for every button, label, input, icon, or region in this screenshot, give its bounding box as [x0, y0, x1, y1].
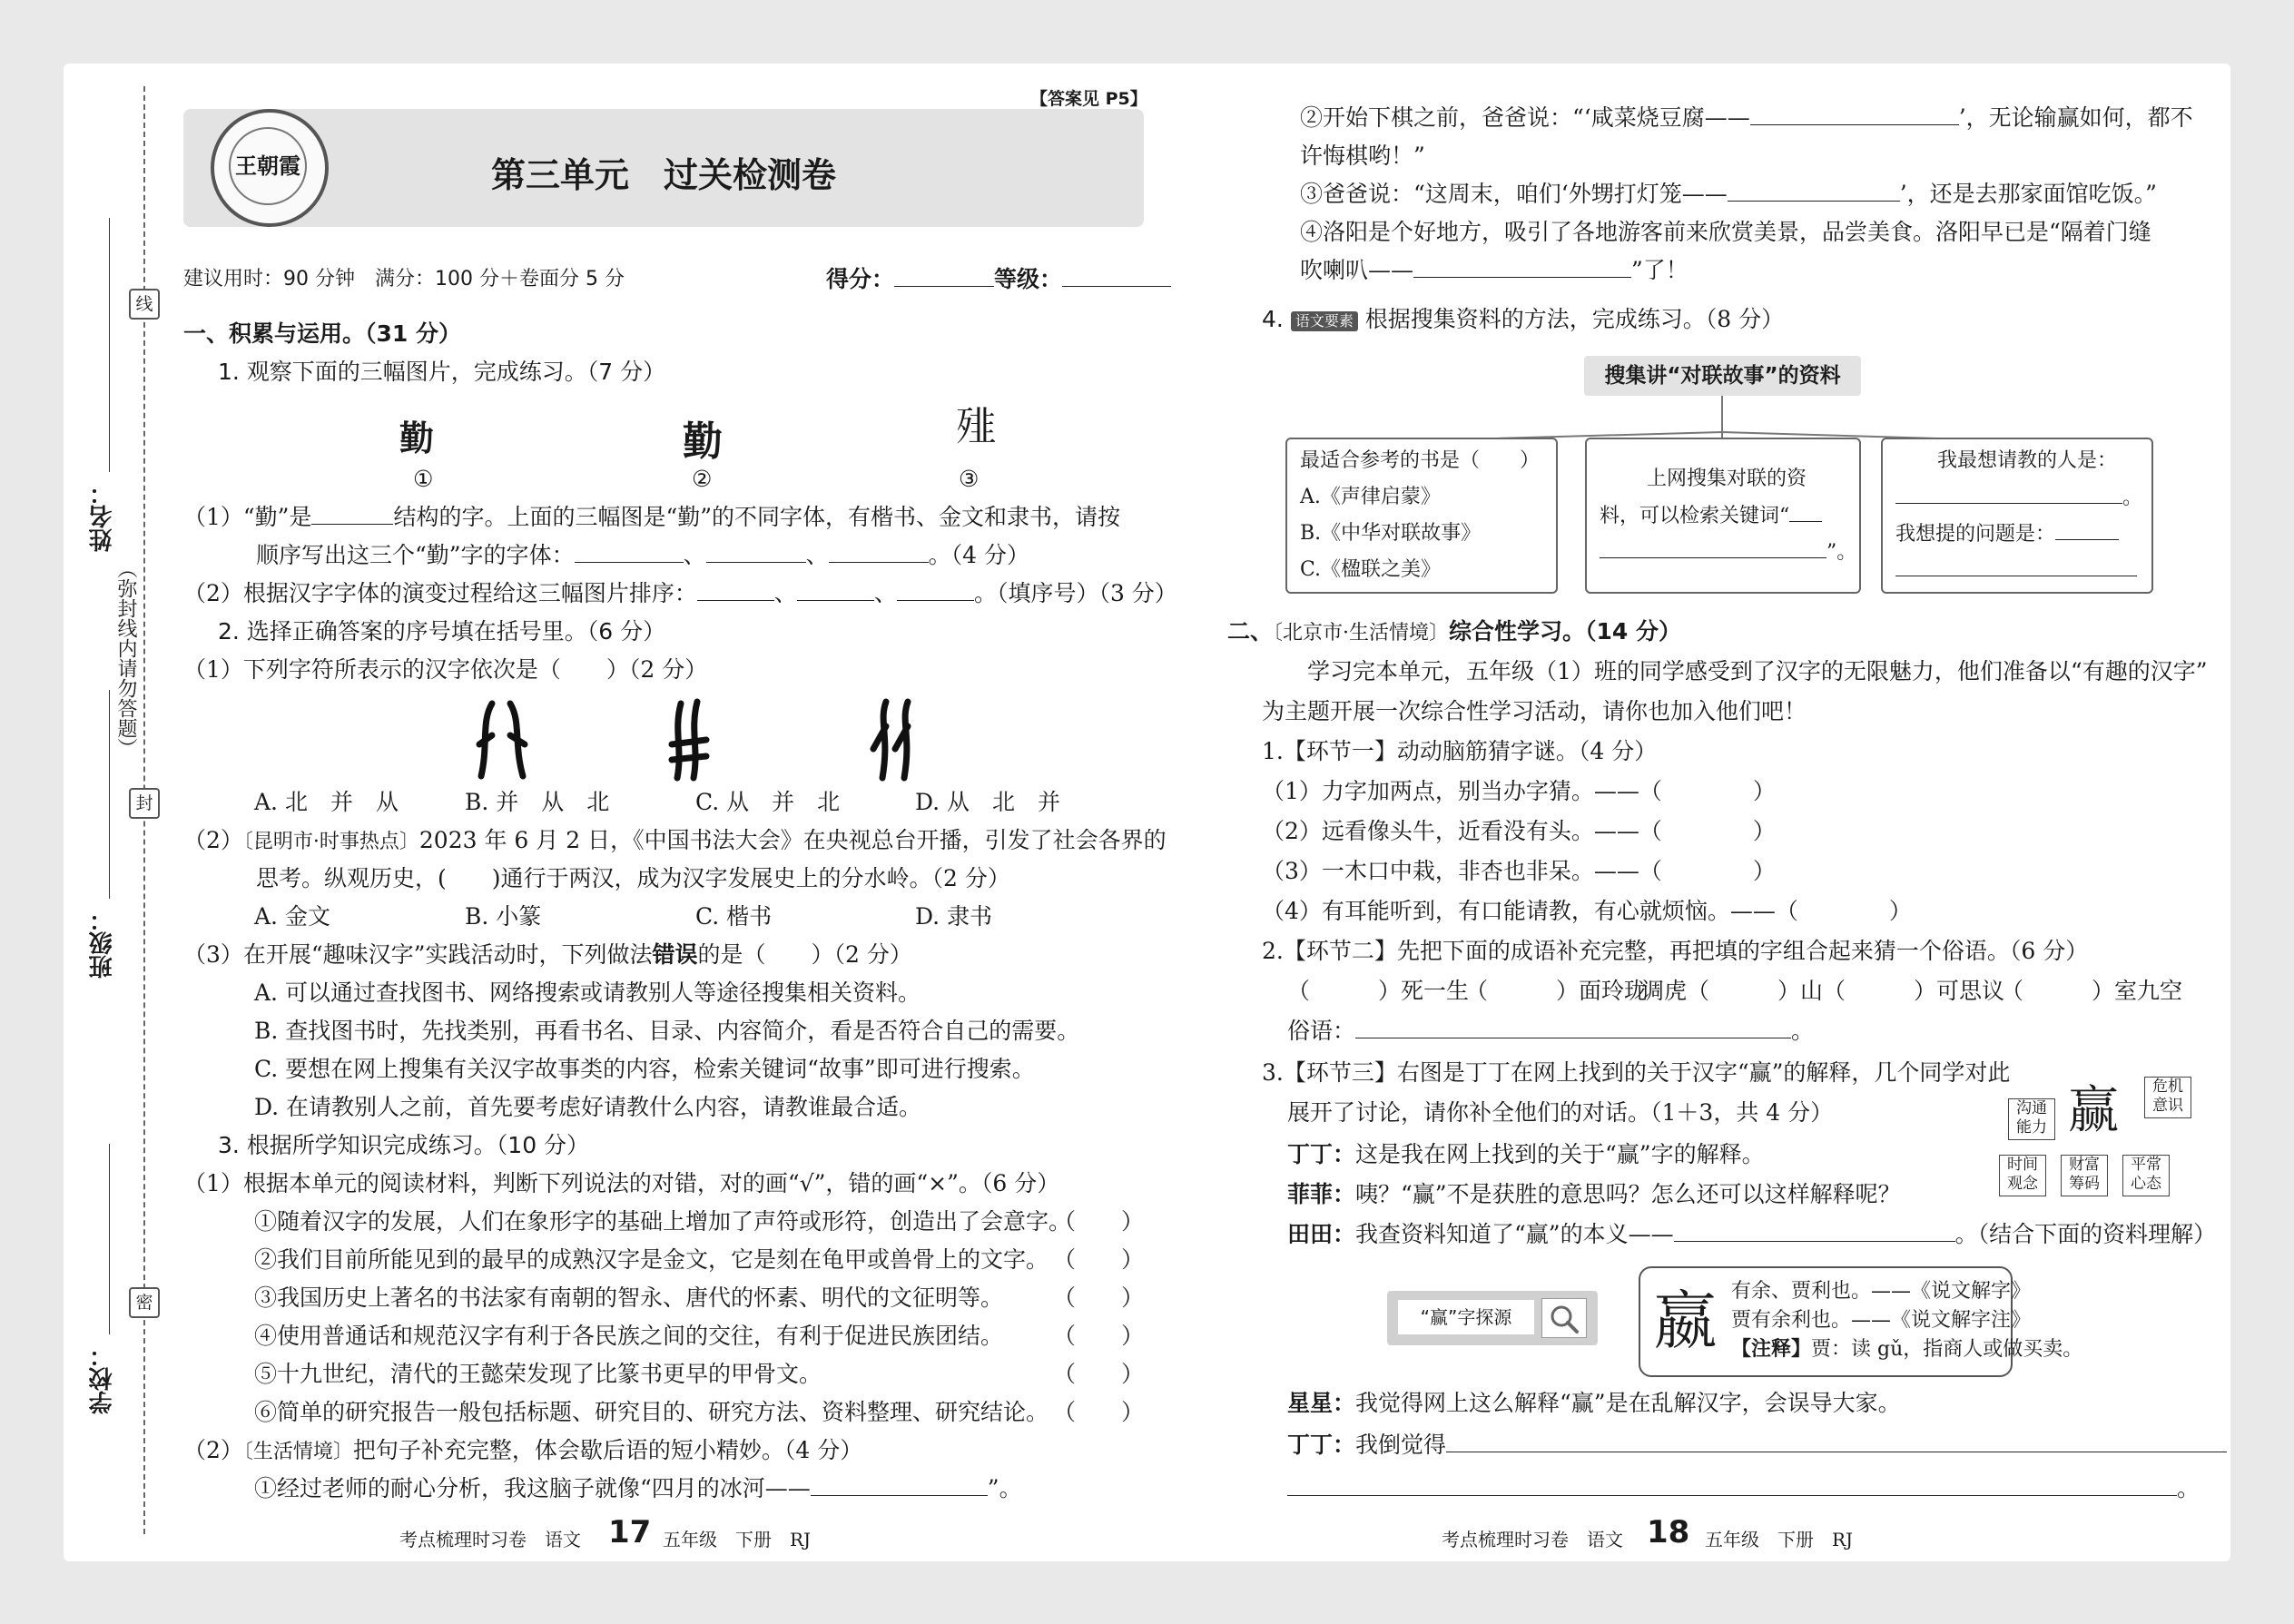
sec2-tag: 〔北京市·生活情境〕	[1273, 622, 1450, 645]
q4-tag: 语文要素	[1291, 311, 1358, 331]
logo-text: 王朝霞	[229, 127, 307, 205]
dialog-xingxing: 星星：我觉得网上这么解释“赢”是在乱解汉字，会误导大家。	[1287, 1390, 1901, 1416]
name-field[interactable]	[109, 218, 110, 472]
q2-2-tag: 〔昆明市·时事热点〕	[242, 831, 419, 853]
xiehouyu-3: ③爸爸说：“这周末，咱们‘外甥打灯笼—— ’，还是去那家面馆吃饭。”	[1300, 181, 2157, 207]
order-blank-1[interactable]	[697, 580, 774, 601]
q3-2: （2）〔生活情境〕把句子补充完整，体会歇后语的短小精妙。（4 分）	[183, 1437, 863, 1463]
school-field[interactable]	[109, 1144, 110, 1334]
q2-3-option-c[interactable]: C. 要想在网上搜集有关汉字故事类的内容，检索关键词“故事”即可进行搜索。	[254, 1056, 1035, 1082]
name-label: 姓名：	[89, 481, 116, 552]
source-quote-1: 有余、贾利也。——《说文解字》	[1731, 1280, 2032, 1303]
idiom-3[interactable]: 调虎（ ）山	[1641, 978, 1824, 1004]
judge-item-5: ⑤十九世纪，清代的王懿荣发现了比篆书更早的甲骨文。	[254, 1361, 822, 1387]
mindmap-title: 搜集讲“对联故事”的资料	[1584, 356, 1861, 396]
opinion-blank-2[interactable]	[1287, 1475, 2177, 1496]
glyph-num-3: ③	[959, 466, 980, 492]
q2-2-option-c[interactable]: C. 楷书	[695, 903, 773, 930]
q2-2-option-b[interactable]: B. 小篆	[465, 903, 542, 930]
seal-feng: 封	[129, 788, 160, 819]
dialog-tiantian: 田田：我查资料知道了“赢”的本义—— 。（结合下面的资料理解）	[1287, 1221, 2217, 1247]
order-blank-2[interactable]	[797, 580, 874, 601]
ying-diagram	[2008, 1071, 2186, 1198]
search-button[interactable]	[1541, 1298, 1587, 1338]
seal-xian: 线	[129, 289, 160, 320]
xiehouyu-2: ②开始下棋之前，爸爸说：“‘咸菜烧豆腐—— ’，无论输赢如何，都不	[1300, 104, 2193, 131]
q1-1-blank[interactable]	[311, 504, 393, 525]
riddle-1[interactable]: （1）力字加两点，别当办字猜。——（ ）	[1262, 778, 1776, 804]
book-option-c[interactable]: C.《楹联之美》	[1300, 558, 1442, 581]
page-title: 第三单元 过关检测卷	[490, 155, 836, 195]
exam-meta: 建议用时：90 分钟 满分：100 分＋卷面分 5 分	[183, 268, 625, 290]
part2-prompt: 2.【环节二】先把下面的成语补充完整，再把填的字组合起来猜一个俗语。（6 分）	[1262, 938, 2089, 964]
xiehouyu-4: ④洛阳是个好地方，吸引了各地游客前来欣赏美景，品尝美食。洛阳早已是“隔着门缝	[1300, 219, 2151, 245]
ancient-glyphs	[472, 694, 944, 785]
dialog-feifei: 菲菲：咦？“赢”不是获胜的意思吗？怎么还可以这样解释呢？	[1287, 1181, 1901, 1207]
resource-box-ask	[1881, 438, 2153, 594]
q2-2-line2: 思考。纵观历史，( )通行于两汉，成为汉字发展史上的分水岭。（2 分）	[256, 865, 1010, 891]
resource-box-online	[1585, 438, 1861, 594]
ying-label-wealth: 财富筹码	[2061, 1155, 2108, 1196]
idiom-5[interactable]: （ ）室九空	[2001, 978, 2183, 1004]
intro-line2: 为主题开展一次综合性学习活动，请你也加入他们吧！	[1262, 698, 1807, 724]
idiom-2[interactable]: （ ）面玲珑	[1465, 978, 1648, 1004]
box3-line2: 。	[1895, 483, 2142, 513]
order-blank-3[interactable]	[897, 580, 974, 601]
glyph-num-1: ①	[413, 466, 434, 492]
glyph-cong	[873, 702, 908, 778]
judge-paren-1[interactable]: （ ）	[1053, 1208, 1145, 1235]
intro-line1: 学习完本单元，五年级（1）班的同学感受到了汉字的无限魅力，他们准备以“有趣的汉字”	[1307, 658, 2208, 684]
q1-prompt: 1. 观察下面的三幅图片，完成练习。（7 分）	[218, 359, 666, 385]
judge-item-3: ③我国历史上著名的书法家有南朝的智永、唐代的怀素、明代的文征明等。	[254, 1284, 1004, 1311]
glyph-lishu: 勤	[683, 418, 723, 465]
xiehouyu-blank-4[interactable]	[1413, 257, 1631, 278]
footer-left-grade: 五年级 下册 RJ	[663, 1529, 812, 1550]
score-field[interactable]	[826, 265, 994, 294]
xiehouyu-blank-3[interactable]	[1728, 181, 1900, 202]
q3-2-1: ①经过老师的耐心分析，我这脑子就像“四月的冰河—— ”。	[254, 1475, 1022, 1501]
question-blank[interactable]	[2055, 519, 2119, 540]
box2-line3: ”。	[1600, 537, 1856, 567]
box1-title: 最适合参考的书是（ ）	[1300, 449, 1541, 472]
class-label: 班级：	[89, 908, 116, 979]
q1-2: （2）根据汉字字体的演变过程给这三幅图片排序： 、 、 。（填序号）（3 分）	[183, 580, 1177, 606]
idiom-4[interactable]: （ ）可思议	[1823, 978, 2005, 1004]
judge-paren-5[interactable]: （ ）	[1053, 1361, 1145, 1387]
riddle-4[interactable]: （4）有耳能听到，有口能请教，有心就烦恼。——（ ）	[1262, 898, 1912, 924]
part1-prompt: 1.【环节一】动动脑筋猜字谜。（4 分）	[1262, 738, 1658, 764]
resource-box-books	[1285, 438, 1558, 594]
footer-right-grade: 五年级 下册 RJ	[1705, 1529, 1854, 1550]
glyph-bei	[479, 704, 525, 776]
judge-item-6: ⑥简单的研究报告一般包括标题、研究目的、研究方法、资料整理、研究结论。	[254, 1399, 1049, 1425]
font-blank-3[interactable]	[829, 542, 929, 563]
part3-prompt-2: 展开了讨论，请你补全他们的对话。（1＋3，共 4 分）	[1287, 1099, 1834, 1126]
suyu-blank[interactable]	[1355, 1018, 1791, 1038]
q2-2-option-a[interactable]: A. 金文	[254, 903, 330, 930]
q2-3-option-b[interactable]: B. 查找图书时，先找类别，再看书名、目录、内容简介，看是否符合自己的需要。	[254, 1018, 1080, 1044]
footer-left-text: 考点梳理时习卷 语文	[399, 1529, 581, 1550]
box3-line1: 我最想请教的人是：	[1937, 449, 2118, 472]
q2-2-option-d[interactable]: D. 隶书	[915, 903, 993, 930]
riddle-2[interactable]: （2）远看像头牛，近看没有头。——（ ）	[1262, 818, 1776, 844]
ying-label-communication: 沟通能力	[2008, 1098, 2055, 1140]
search-icon	[1542, 1299, 1586, 1337]
search-query[interactable]: “赢”字探源	[1398, 1300, 1534, 1334]
q2-1-option-b[interactable]: B. 并 从 北	[465, 789, 610, 815]
score-label: 得分：	[826, 266, 895, 292]
glyph-bing	[672, 702, 706, 778]
ask-person-blank[interactable]	[1895, 483, 2122, 504]
q3-2-tag: 〔生活情境〕	[242, 1441, 353, 1463]
page-number-right: 18	[1647, 1514, 1690, 1550]
footer-right-text: 考点梳理时习卷 语文	[1442, 1529, 1623, 1550]
answer-reference: 【答案见 P5】	[1030, 89, 1147, 109]
xiehouyu-blank-2[interactable]	[1750, 104, 1959, 125]
glyph-jinwen: 𩐁	[955, 402, 997, 451]
xiehouyu-2-line2: 许悔棋哟！”	[1300, 143, 1425, 169]
ying-label-crisis: 危机意识	[2144, 1077, 2191, 1118]
judge-item-1: ①随着汉字的发展，人们在象形字的基础上增加了声符或形符，创造出了会意字。	[254, 1208, 1072, 1235]
seal-mi: 密	[129, 1287, 160, 1318]
judge-item-4: ④使用普通话和规范汉字有利于各民族之间的交往，有利于促进民族团结。	[254, 1323, 1004, 1349]
glyph-kaishu: 勤	[399, 418, 435, 458]
xiehouyu-4-line2: 吹喇叭—— ”了！	[1300, 257, 1689, 283]
q2-1: （1）下列字符所表示的汉字依次是（ ）（2 分）	[183, 656, 708, 683]
font-blank-2[interactable]	[706, 542, 806, 563]
opinion-line-2: 。	[1287, 1474, 2200, 1503]
judge-paren-4[interactable]: （ ）	[1053, 1323, 1145, 1349]
source-quote-2: 贾有余利也。——《说文解字注》	[1731, 1309, 2032, 1332]
seal-script-ying: 嬴	[1653, 1284, 1717, 1358]
q2-1-option-a[interactable]: A. 北 并 从	[254, 789, 399, 815]
dialog-dingding-2: 丁丁：我倒觉得	[1287, 1431, 2227, 1460]
q2-1-option-c[interactable]: C. 从 并 北	[695, 789, 841, 815]
box2-line1: 上网搜集对联的资	[1647, 468, 1807, 490]
glyph-num-2: ②	[692, 466, 713, 492]
q2-prompt: 2. 选择正确答案的序号填在括号里。（6 分）	[218, 618, 666, 645]
xiehouyu-blank-1[interactable]	[811, 1475, 988, 1496]
font-blank-1[interactable]	[575, 542, 684, 563]
q1-1-line1: （1）“勤”是 结构的字。上面的三幅图是“勤”的不同字体，有楷书、金文和隶书，请按	[183, 504, 1121, 530]
source-card	[1639, 1266, 2083, 1377]
ying-label-time: 时间观念	[1999, 1155, 2046, 1196]
section-2-title: 二、〔北京市·生活情境〕综合性学习。（14 分）	[1227, 618, 1682, 645]
box3-line3: 我想提的问题是：	[1895, 519, 2119, 549]
judge-paren-3[interactable]: （ ）	[1053, 1284, 1145, 1311]
judge-paren-2[interactable]: （ ）	[1053, 1246, 1145, 1273]
q2-2-line1: （2）〔昆明市·时事热点〕2023 年 6 月 2 日，《中国书法大会》在央视总台开播，引发了社会各界的	[183, 827, 1167, 853]
source-note: 【注释】贾：读 gǔ，指商人或做买卖。	[1731, 1338, 2083, 1361]
keyword-blank[interactable]	[1600, 537, 1826, 558]
riddle-3[interactable]: （3）一木口中栽，非杏也非呆。——（ ）	[1262, 858, 1776, 884]
ying-label-mind: 平常心态	[2122, 1155, 2170, 1196]
q2-3-option-a[interactable]: A. 可以通过查找图书、网络搜索或请教别人等途径搜集相关资料。	[254, 979, 921, 1006]
q3-prompt: 3. 根据所学知识完成练习。（10 分）	[218, 1132, 590, 1158]
judge-item-2: ②我们目前所能见到的最早的成熟汉字是金文，它是刻在龟甲或兽骨上的文字。	[254, 1246, 1049, 1273]
search-box[interactable]	[1387, 1291, 1598, 1345]
idiom-1[interactable]: （ ）死一生	[1287, 978, 1470, 1004]
ying-meaning-blank[interactable]	[1674, 1221, 1955, 1242]
q1-1-line2: 顺序写出这三个“勤”字的字体： 、 、 。（4 分）	[256, 542, 1029, 568]
suyu-line: 俗语： 。	[1287, 1018, 1815, 1044]
section-1-title: 一、积累与运用。（31 分）	[183, 320, 461, 347]
q3-1: （1）根据本单元的阅读材料，判断下列说法的对错，对的画“√”，错的画“×”。（6 分）	[183, 1170, 1060, 1196]
dialog-dingding-1: 丁丁：这是我在网上找到的关于“赢”字的解释。	[1287, 1141, 1765, 1167]
q4-prompt: 4. 语文要素 根据搜集资料的方法，完成练习。（8 分）	[1262, 306, 1785, 332]
q2-3: （3）在开展“趣味汉字”实践活动时，下列做法错误的是（ ）（2 分）	[183, 941, 912, 968]
book-option-b[interactable]: B.《中华对联故事》	[1300, 522, 1482, 545]
page-number-left: 17	[608, 1514, 652, 1550]
grade-label: 等级：	[994, 266, 1063, 292]
q2-3-option-d[interactable]: D. 在请教别人之前，首先要考虑好请教什么内容，请教谁最合适。	[254, 1094, 922, 1120]
box2-line2: 料，可以检索关键词“	[1600, 501, 1822, 531]
school-label: 学校：	[89, 1343, 116, 1414]
part3-prompt-1: 3.【环节三】右图是丁丁在网上找到的关于汉字“赢”的解释，几个同学对此	[1262, 1059, 2011, 1086]
class-field[interactable]	[109, 690, 110, 899]
judge-paren-6[interactable]: （ ）	[1053, 1399, 1145, 1425]
q2-1-option-d[interactable]: D. 从 北 并	[915, 789, 1061, 815]
ying-character: 赢	[2068, 1081, 2119, 1140]
binding-note: （弥封线内请勿答题）	[114, 558, 137, 758]
grade-field[interactable]	[994, 265, 1171, 294]
book-option-a[interactable]: A.《声律启蒙》	[1300, 486, 1441, 508]
publisher-logo	[211, 109, 329, 227]
opinion-blank-1[interactable]	[1446, 1432, 2227, 1452]
